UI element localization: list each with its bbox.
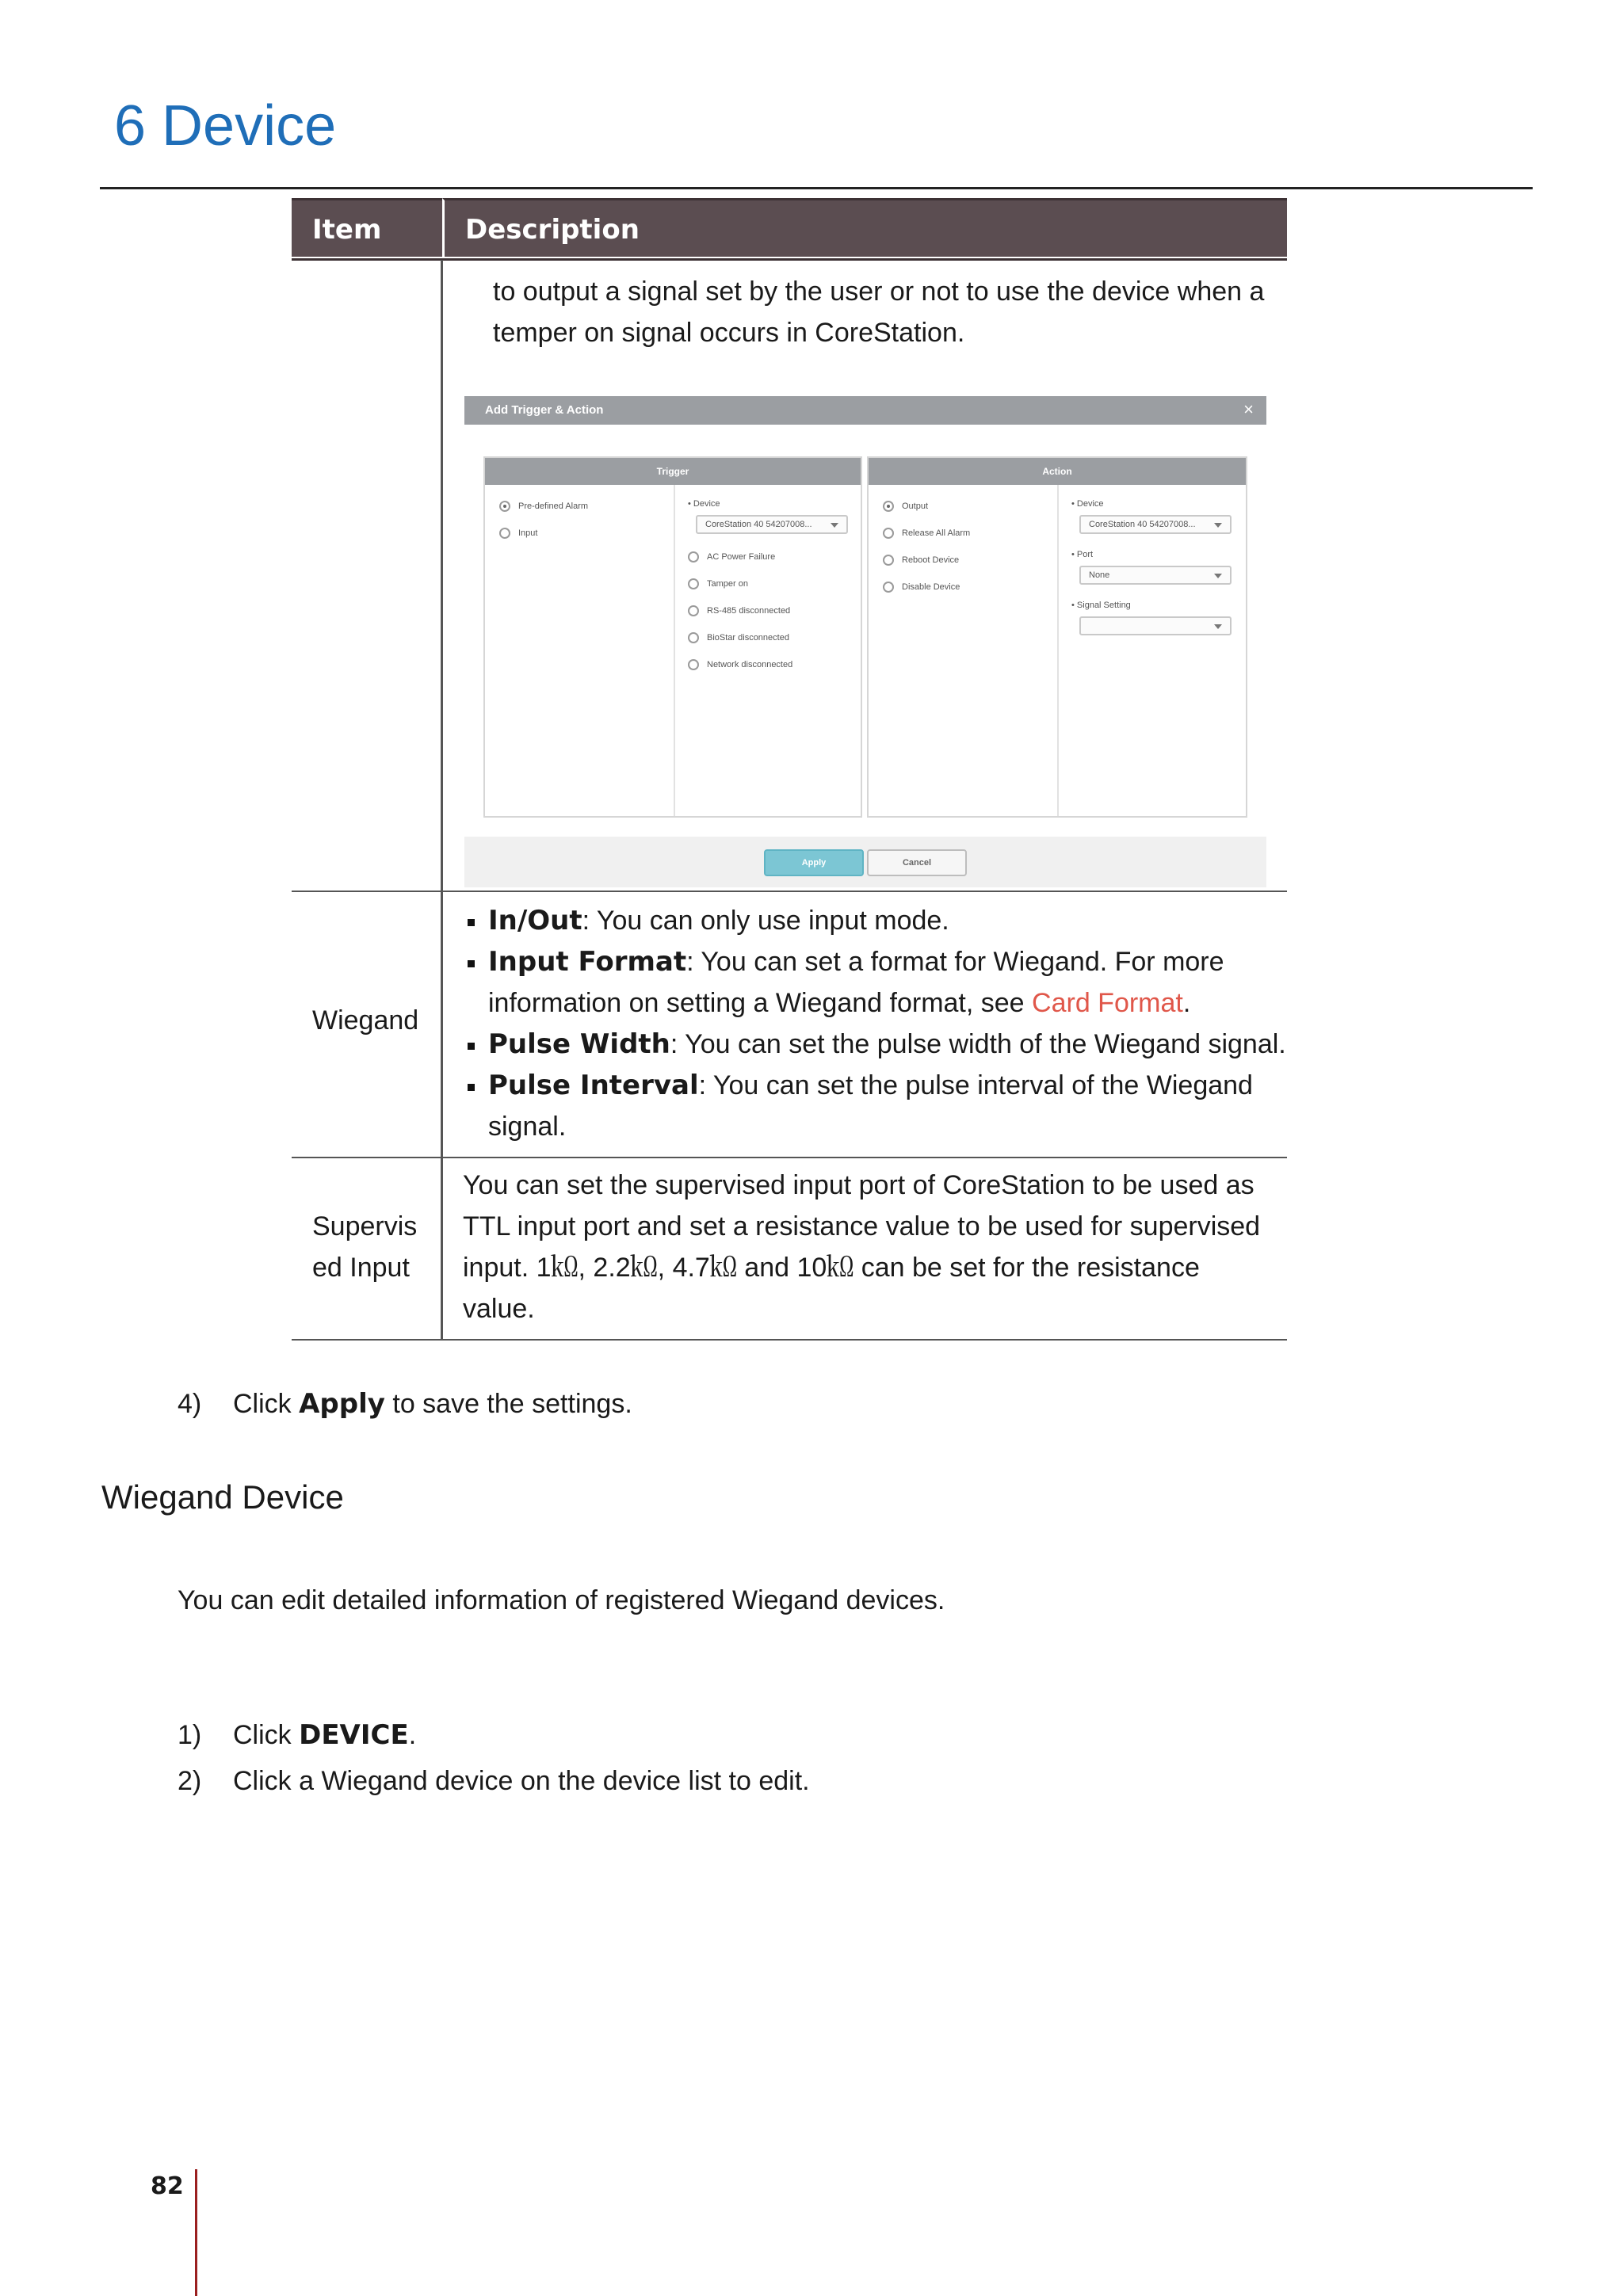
port-select[interactable] (1079, 566, 1232, 585)
chevron-down-icon (1214, 574, 1222, 578)
port-label: • Port (1071, 550, 1094, 559)
output-radio[interactable] (883, 501, 894, 512)
supervised-desc-line-2: TTL input port and set a resistance value to be used for supervised (463, 1211, 1261, 1241)
input-radio[interactable] (499, 528, 510, 539)
step-2-text: Click a Wiegand device on the device list to edit. (233, 1766, 810, 1796)
step-2-number: 2) (178, 1766, 202, 1796)
add-trigger-action-dialog (464, 396, 1266, 887)
continued-description-line-1: to output a signal set by the user or not to use the device when a (493, 277, 1265, 307)
chevron-down-icon (831, 523, 838, 528)
pre-defined-alarm-label: Pre-defined Alarm (518, 502, 589, 511)
disable-device-label: Disable Device (902, 582, 960, 592)
supervised-desc-line-4: value. (463, 1294, 535, 1324)
section-title: Wiegand Device (101, 1478, 344, 1516)
rs485-disconnected-label: RS-485 disconnected (707, 606, 791, 616)
disable-device-radio[interactable] (883, 582, 894, 593)
step-1-number: 1) (178, 1720, 202, 1750)
bullet-in-out: In/Out: You can only use input mode. (488, 905, 949, 936)
action-device-label: • Device (1071, 499, 1104, 509)
action-device-select[interactable] (1079, 515, 1232, 534)
signal-setting-select[interactable] (1079, 616, 1232, 635)
bullet-icon (468, 919, 475, 926)
row-divider (292, 891, 1287, 892)
item-wiegand: Wiegand (312, 1005, 419, 1035)
biostar-disconnected-label: BioStar disconnected (707, 633, 789, 643)
supervised-desc-line-3: input. 1㏀, 2.2㏀, 4.7㏀ and 10㏀ can be set for the resistance (463, 1253, 1200, 1283)
cancel-button[interactable]: Cancel (867, 849, 967, 876)
item-supervised-line-1: Supervis (312, 1211, 418, 1241)
page-bar (195, 2169, 197, 2296)
bullet-input-format: Input Format: You can set a format for Wiegand. For more (488, 946, 1224, 978)
trigger-device-label: • Device (688, 499, 720, 509)
page-number: 82 (151, 2172, 184, 2200)
action-header: Action (869, 458, 1246, 485)
card-format-link[interactable]: Card Format (1032, 988, 1183, 1018)
row-divider (292, 1157, 1287, 1158)
tamper-on-label: Tamper on (707, 579, 748, 589)
column-divider (441, 260, 443, 1341)
close-icon[interactable]: × (1243, 399, 1254, 419)
port-value: None (1089, 570, 1110, 580)
release-all-alarm-radio[interactable] (883, 528, 894, 539)
pre-defined-alarm-radio[interactable] (499, 501, 510, 512)
bullet-pulse-interval-cont: signal. (488, 1112, 567, 1142)
bullet-icon (468, 1043, 475, 1050)
input-label: Input (518, 528, 538, 538)
reboot-device-label: Reboot Device (902, 555, 960, 565)
dialog-footer (464, 837, 1266, 887)
apply-button[interactable]: Apply (764, 849, 864, 876)
header-item: Item (292, 198, 442, 257)
action-device-value: CoreStation 40 54207008... (1089, 520, 1196, 529)
chapter-title: 6 Device (114, 94, 337, 158)
bullet-icon (468, 960, 475, 967)
bullet-icon (468, 1084, 475, 1091)
item-supervised-line-2: ed Input (312, 1253, 410, 1283)
rs485-disconnected-radio[interactable] (688, 605, 699, 616)
step-4-text: Click Apply to save the settings. (233, 1388, 632, 1420)
signal-setting-label: • Signal Setting (1071, 601, 1131, 610)
table-header (292, 195, 1287, 260)
reboot-device-radio[interactable] (883, 555, 894, 566)
step-1-text: Click DEVICE. (233, 1719, 417, 1751)
trigger-panel-split (674, 485, 675, 816)
network-disconnected-radio[interactable] (688, 659, 699, 670)
bullet-pulse-width: Pulse Width: You can set the pulse width of the Wiegand signal. (488, 1028, 1286, 1060)
section-intro: You can edit detailed information of registered Wiegand devices. (178, 1585, 945, 1615)
trigger-device-select[interactable] (696, 515, 848, 534)
tamper-on-radio[interactable] (688, 578, 699, 589)
output-label: Output (902, 502, 929, 511)
trigger-device-value: CoreStation 40 54207008... (705, 520, 812, 529)
bullet-pulse-interval: Pulse Interval: You can set the pulse interval of the Wiegand (488, 1070, 1253, 1101)
step-4-number: 4) (178, 1389, 202, 1419)
trigger-header: Trigger (485, 458, 861, 485)
chevron-down-icon (1214, 624, 1222, 629)
table-bottom-rule (292, 1339, 1287, 1341)
ac-power-failure-label: AC Power Failure (707, 552, 776, 562)
chevron-down-icon (1214, 523, 1222, 528)
dialog-title: Add Trigger & Action (485, 403, 604, 417)
release-all-alarm-label: Release All Alarm (902, 528, 971, 538)
bullet-input-format-cont: information on setting a Wiegand format, see Card Format. (488, 988, 1191, 1018)
action-panel-split (1057, 485, 1059, 816)
biostar-disconnected-radio[interactable] (688, 632, 699, 643)
header-description: Description (442, 198, 1287, 257)
network-disconnected-label: Network disconnected (707, 660, 793, 669)
continued-description-line-2: temper on signal occurs in CoreStation. (493, 318, 965, 348)
action-panel (867, 456, 1247, 818)
chapter-divider (100, 187, 1533, 189)
trigger-panel (483, 456, 862, 818)
ac-power-failure-radio[interactable] (688, 551, 699, 563)
dialog-titlebar (464, 396, 1266, 425)
supervised-desc-line-1: You can set the supervised input port of CoreStation to be used as (463, 1170, 1254, 1200)
